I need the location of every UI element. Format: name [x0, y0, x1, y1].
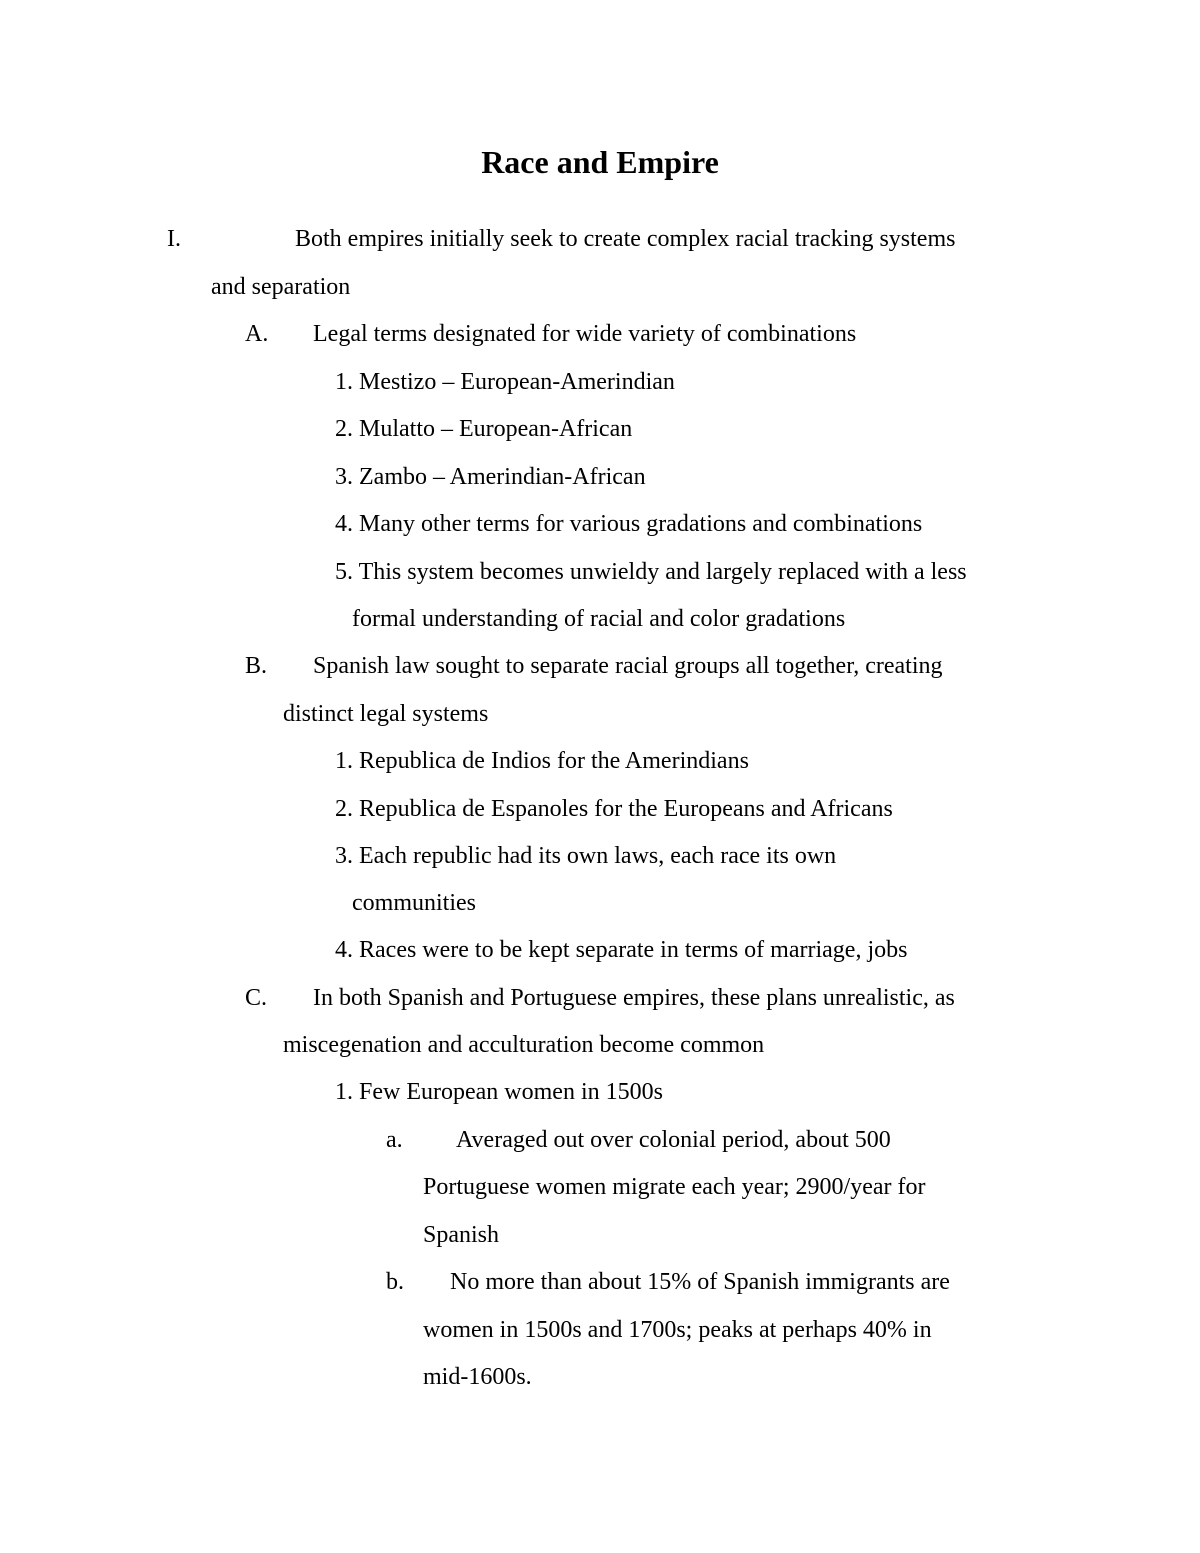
section-c-line-2: miscegenation and acculturation become common — [283, 1032, 765, 1058]
section-a-item-2: 2. Mulatto – European-African — [335, 416, 633, 442]
section-c-line-1: In both Spanish and Portuguese empires, these plans unrealistic, as — [313, 985, 955, 1011]
section-b-item-3-continued: communities — [352, 890, 476, 916]
section-i-line-2: and separation — [211, 274, 351, 300]
section-a-marker: A. — [245, 321, 269, 347]
section-b-line-1: Spanish law sought to separate racial groups all together, creating — [313, 653, 943, 679]
section-c-sub-a-line-2: Portuguese women migrate each year; 2900/year for — [423, 1174, 926, 1200]
section-a-text: Legal terms designated for wide variety of combinations — [313, 321, 857, 347]
section-c-marker: C. — [245, 985, 268, 1011]
section-a-item-1: 1. Mestizo – European-Amerindian — [335, 369, 675, 395]
document-title: Race and Empire — [481, 144, 719, 180]
section-c-item-1: 1. Few European women in 1500s — [335, 1079, 663, 1105]
section-a-item-5-continued: formal understanding of racial and color gradations — [352, 606, 846, 632]
section-c-sub-a-line-1: Averaged out over colonial period, about 500 — [456, 1127, 891, 1153]
section-c-sub-b-line-3: mid-1600s. — [423, 1364, 532, 1390]
section-c-sub-b-line-1: No more than about 15% of Spanish immigrants are — [450, 1269, 950, 1295]
section-c-sub-b-line-2: women in 1500s and 1700s; peaks at perhaps 40% in — [423, 1317, 932, 1343]
section-a-item-5: 5. This system becomes unwieldy and largely replaced with a less — [335, 559, 967, 585]
section-b-item-2: 2. Republica de Espanoles for the Europeans and Africans — [335, 796, 893, 822]
section-i-line-1: Both empires initially seek to create complex racial tracking systems — [295, 226, 956, 252]
section-c-sub-a-line-3: Spanish — [423, 1222, 500, 1248]
section-b-line-2: distinct legal systems — [283, 701, 489, 727]
section-i-marker: I. — [167, 226, 181, 252]
section-b-marker: B. — [245, 653, 268, 679]
section-a-item-3: 3. Zambo – Amerindian-African — [335, 464, 646, 490]
section-b-item-1: 1. Republica de Indios for the Amerindians — [335, 748, 749, 774]
section-a-item-4: 4. Many other terms for various gradations and combinations — [335, 511, 923, 537]
section-b-item-4: 4. Races were to be kept separate in terms of marriage, jobs — [335, 937, 908, 963]
section-b-item-3: 3. Each republic had its own laws, each race its own — [335, 843, 837, 869]
section-c-sub-b-marker: b. — [386, 1269, 404, 1295]
section-c-sub-a-marker: a. — [386, 1127, 403, 1153]
